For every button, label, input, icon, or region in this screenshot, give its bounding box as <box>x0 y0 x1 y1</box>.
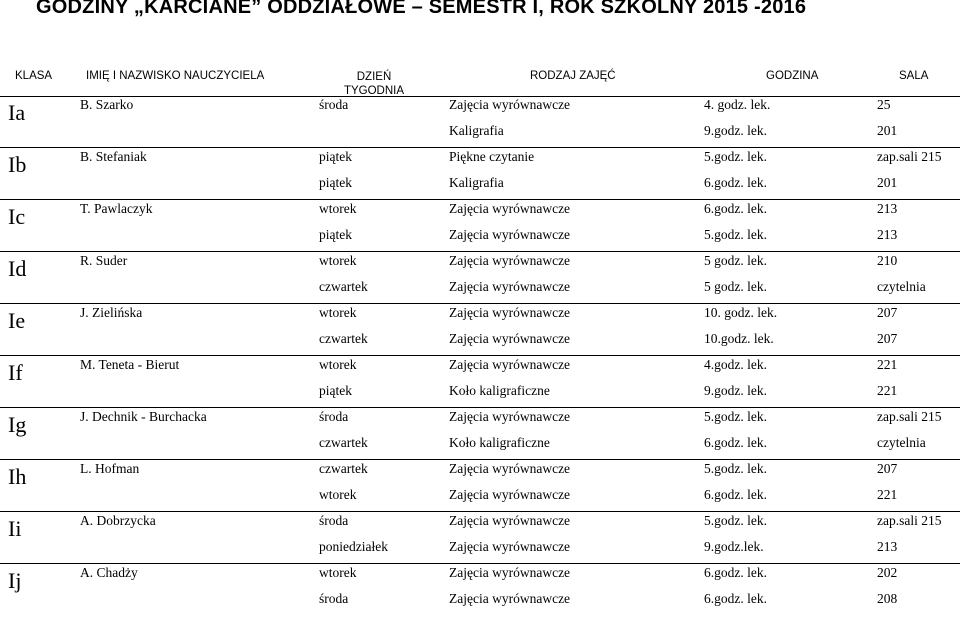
teacher-name: R. Suder <box>80 253 128 268</box>
room-cell: 221 <box>877 357 898 372</box>
day-cell: piątek <box>319 227 352 242</box>
activity-cell: Zajęcia wyrównawcze <box>449 409 571 424</box>
day-cell: wtorek <box>319 565 357 580</box>
class-label: Ii <box>8 516 22 541</box>
teacher-name: J. Dechnik - Burchacka <box>80 409 207 424</box>
room-cell: 25 <box>877 97 891 112</box>
hour-cell: 5.godz. lek. <box>704 461 767 476</box>
teacher-name: B. Szarko <box>80 97 134 112</box>
hour-cell: 6.godz. lek. <box>704 435 767 450</box>
room-cell: 202 <box>877 565 898 580</box>
hour-cell: 5 godz. lek. <box>704 253 767 268</box>
hour-cell: 9.godz. lek. <box>704 383 767 398</box>
activity-cell: Zajęcia wyrównawcze <box>449 227 571 242</box>
day-cell: czwartek <box>319 279 368 294</box>
class-label: Id <box>8 256 27 281</box>
room-cell: zap.sali 215 <box>877 513 942 528</box>
schedule-table <box>0 66 960 626</box>
hour-cell: 9.godz.lek. <box>704 539 764 554</box>
header-klasa: KLASA <box>15 70 53 82</box>
room-cell: 210 <box>877 253 898 268</box>
activity-cell: Zajęcia wyrównawcze <box>449 539 571 554</box>
class-label: Ih <box>8 464 27 489</box>
table-header <box>0 66 960 97</box>
day-cell: piątek <box>319 175 352 190</box>
page-title: GODZINY „KARCIANE” ODDZIAŁOWE – SEMESTR I, ROK SZKOLNY 2015 -2016 <box>36 0 807 18</box>
activity-cell: Zajęcia wyrównawcze <box>449 357 571 372</box>
hour-cell: 5.godz. lek. <box>704 227 767 242</box>
activity-cell: Zajęcia wyrównawcze <box>449 591 571 606</box>
activity-cell: Zajęcia wyrównawcze <box>449 253 571 268</box>
activity-cell: Piękne czytanie <box>449 149 535 164</box>
room-cell: 207 <box>877 331 898 346</box>
day-cell: wtorek <box>319 487 357 502</box>
activity-cell: Zajęcia wyrównawcze <box>449 279 571 294</box>
table-row <box>0 512 960 564</box>
header-teacher: IMIĘ I NAZWISKO NAUCZYCIELA <box>86 70 265 82</box>
teacher-name: A. Chadży <box>80 565 138 580</box>
table-row <box>0 460 960 512</box>
activity-cell: Zajęcia wyrównawcze <box>449 461 571 476</box>
room-cell: 213 <box>877 227 898 242</box>
class-label: Ie <box>8 308 26 333</box>
day-cell: czwartek <box>319 435 368 450</box>
activity-cell: Kaligrafia <box>449 175 504 190</box>
class-label: Ib <box>8 152 27 177</box>
hour-cell: 10. godz. lek. <box>704 305 778 320</box>
table-row <box>0 96 960 148</box>
teacher-name: A. Dobrzycka <box>80 513 156 528</box>
class-label: Ig <box>8 412 27 437</box>
hour-cell: 6.godz. lek. <box>704 201 767 216</box>
room-cell: 213 <box>877 539 898 554</box>
day-cell: środa <box>319 409 349 424</box>
hour-cell: 5.godz. lek. <box>704 409 767 424</box>
day-cell: wtorek <box>319 253 357 268</box>
room-cell: 221 <box>877 383 898 398</box>
hour-cell: 6.godz. lek. <box>704 487 767 502</box>
hour-cell: 6.godz. lek. <box>704 591 767 606</box>
activity-cell: Zajęcia wyrównawcze <box>449 201 571 216</box>
room-cell: zap.sali 215 <box>877 409 942 424</box>
hour-cell: 5.godz. lek. <box>704 149 767 164</box>
hour-cell: 6.godz. lek. <box>704 565 767 580</box>
activity-cell: Zajęcia wyrównawcze <box>449 513 571 528</box>
header-day: DZIEŃ TYGODNIA <box>343 71 405 97</box>
activity-cell: Koło kaligraficzne <box>449 435 550 450</box>
hour-cell: 5 godz. lek. <box>704 279 767 294</box>
table-row <box>0 148 960 200</box>
room-cell: 201 <box>877 123 898 138</box>
hour-cell: 4.godz. lek. <box>704 357 767 372</box>
header-hour: GODZINA <box>766 70 819 82</box>
class-label: Ij <box>8 568 22 593</box>
room-cell: czytelnia <box>877 435 926 450</box>
activity-cell: Zajęcia wyrównawcze <box>449 565 571 580</box>
day-cell: wtorek <box>319 357 357 372</box>
room-cell: 201 <box>877 175 898 190</box>
activity-cell: Zajęcia wyrównawcze <box>449 97 571 112</box>
table-row <box>0 564 960 616</box>
teacher-name: B. Stefaniak <box>80 149 147 164</box>
table-row <box>0 356 960 408</box>
day-cell: piątek <box>319 383 352 398</box>
table-row <box>0 200 960 252</box>
activity-cell: Koło kaligraficzne <box>449 383 550 398</box>
teacher-name: M. Teneta - Bierut <box>80 357 180 372</box>
day-cell: wtorek <box>319 201 357 216</box>
table-row <box>0 408 960 460</box>
day-cell: środa <box>319 591 349 606</box>
teacher-name: L. Hofman <box>80 461 140 476</box>
class-label: Ia <box>8 100 26 125</box>
activity-cell: Zajęcia wyrównawcze <box>449 487 571 502</box>
day-cell: piątek <box>319 149 352 164</box>
teacher-name: J. Zielińska <box>80 305 143 320</box>
table-row <box>0 252 960 304</box>
activity-cell: Kaligrafia <box>449 123 504 138</box>
room-cell: 213 <box>877 201 898 216</box>
header-type: RODZAJ ZAJĘĆ <box>530 70 616 82</box>
room-cell: 207 <box>877 305 898 320</box>
room-cell: czytelnia <box>877 279 926 294</box>
hour-cell: 6.godz. lek. <box>704 175 767 190</box>
day-cell: środa <box>319 97 349 112</box>
hour-cell: 10.godz. lek. <box>704 331 774 346</box>
day-cell: środa <box>319 513 349 528</box>
day-cell: czwartek <box>319 331 368 346</box>
header-room: SALA <box>899 70 929 82</box>
hour-cell: 9.godz. lek. <box>704 123 767 138</box>
hour-cell: 4. godz. lek. <box>704 97 771 112</box>
day-cell: czwartek <box>319 461 368 476</box>
room-cell: 221 <box>877 487 898 502</box>
activity-cell: Zajęcia wyrównawcze <box>449 331 571 346</box>
table-row <box>0 304 960 356</box>
teacher-name: T. Pawlaczyk <box>80 201 153 216</box>
day-cell: poniedziałek <box>319 539 388 554</box>
room-cell: zap.sali 215 <box>877 149 942 164</box>
room-cell: 208 <box>877 591 898 606</box>
hour-cell: 5.godz. lek. <box>704 513 767 528</box>
room-cell: 207 <box>877 461 898 476</box>
activity-cell: Zajęcia wyrównawcze <box>449 305 571 320</box>
class-label: Ic <box>8 204 26 229</box>
day-cell: wtorek <box>319 305 357 320</box>
class-label: If <box>8 360 23 385</box>
